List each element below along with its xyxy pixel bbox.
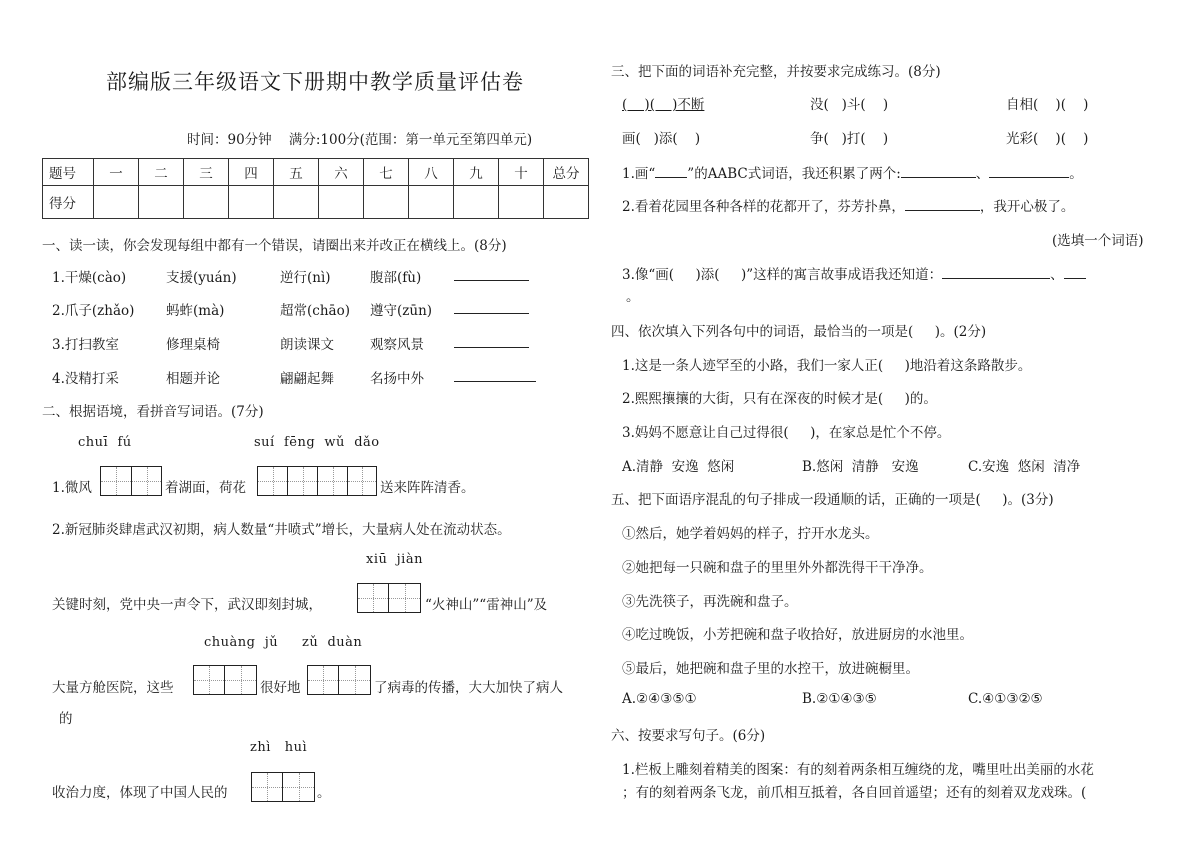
pinyin-label: chuàng jǔ bbox=[204, 635, 279, 650]
table-cell: 得分 bbox=[43, 186, 94, 219]
writing-grid[interactable] bbox=[100, 466, 162, 496]
score-input-cell[interactable] bbox=[499, 186, 544, 219]
writing-grid[interactable] bbox=[357, 583, 421, 613]
option-a: A.清静 安逸 悠闲 bbox=[622, 459, 735, 475]
writing-grid[interactable] bbox=[257, 466, 377, 496]
question-text: 、 bbox=[1050, 267, 1064, 283]
answer-line[interactable] bbox=[454, 333, 529, 348]
score-input-cell[interactable] bbox=[94, 186, 139, 219]
question-text: 1.画“ bbox=[622, 166, 656, 182]
score-input-cell[interactable] bbox=[184, 186, 229, 219]
score-input-cell[interactable] bbox=[544, 186, 589, 219]
score-input-cell[interactable] bbox=[139, 186, 184, 219]
answer-line[interactable] bbox=[1064, 264, 1086, 279]
table-cell: 八 bbox=[409, 159, 454, 186]
score-input-cell[interactable] bbox=[409, 186, 454, 219]
answer-line[interactable] bbox=[901, 163, 976, 178]
list-item: ⑤最后，她把碗和盘子里的水控干，放进碗橱里。 bbox=[622, 661, 919, 677]
exam-meta: 时间：90分钟 满分:100分(范围：第一单元至第四单元) bbox=[187, 132, 533, 148]
pinyin-label: zǔ duàn bbox=[302, 635, 363, 650]
sentence-text: “火神山”“雷神山”及 bbox=[425, 597, 548, 613]
answer-line[interactable] bbox=[942, 264, 1050, 279]
table-cell: 二 bbox=[139, 159, 184, 186]
sentence-text: 着湖面，荷花 bbox=[165, 480, 246, 496]
idiom-item: 没( )斗( ) bbox=[810, 97, 889, 113]
word-item: 蚂蚱(mà) bbox=[166, 303, 225, 319]
score-input-row bbox=[43, 186, 589, 219]
word-item: 相题并论 bbox=[166, 371, 220, 387]
question-text: ”的AABC式词语，我还积累了两个: bbox=[687, 166, 901, 182]
idiom-item: 光彩( )( ) bbox=[1006, 131, 1089, 147]
option-c: C.安逸 悠闲 清净 bbox=[968, 459, 1081, 475]
question-text: 。 bbox=[1069, 166, 1083, 182]
sentence-text: 的 bbox=[59, 711, 73, 727]
score-input-cell[interactable] bbox=[229, 186, 274, 219]
list-item: ④吃过晚饭，小芳把碗和盘子收拾好，放进厨房的水池里。 bbox=[622, 627, 973, 643]
sentence-text: 关键时刻，党中央一声令下，武汉即刻封城， bbox=[52, 597, 322, 613]
question-text: 。 bbox=[626, 289, 640, 305]
question-text: 3.妈妈不愿意让自己过得很( )，在家总是忙个不停。 bbox=[622, 425, 951, 441]
score-input-cell[interactable] bbox=[454, 186, 499, 219]
idiom-item: 争( )打( ) bbox=[810, 131, 889, 147]
table-cell: 一 bbox=[94, 159, 139, 186]
score-input-cell[interactable] bbox=[274, 186, 319, 219]
section4-heading: 四、依次填入下列各句中的词语，最恰当的一项是( )。(2分) bbox=[611, 324, 987, 340]
word-item: 4.没精打采 bbox=[52, 371, 119, 387]
question-text: 3.像“画( )添( )”这样的寓言故事成语我还知道： bbox=[622, 267, 943, 283]
answer-line[interactable] bbox=[454, 266, 529, 281]
table-cell: 三 bbox=[184, 159, 229, 186]
sentence-text: 大量方舱医院，这些 bbox=[52, 680, 174, 696]
question-text: ；有的刻着两条飞龙，前爪相互抵着，各自回首遥望；还有的刻着双龙戏珠。( bbox=[622, 785, 1087, 801]
sentence-text: 了病毒的传播，大大加快了病人 bbox=[374, 680, 563, 696]
sentence-text: 送来阵阵清香。 bbox=[380, 480, 475, 496]
page-title: 部编版三年级语文下册期中教学质量评估卷 bbox=[106, 70, 524, 94]
table-cell: 总分 bbox=[544, 159, 589, 186]
section3-heading: 三、把下面的词语补充完整，并按要求完成练习。(8分) bbox=[611, 64, 941, 80]
word-item: 遵守(zūn) bbox=[370, 303, 433, 319]
list-item: ②她把每一只碗和盘子的里里外外都洗得干干净净。 bbox=[622, 560, 933, 576]
pinyin-label: chuī fú bbox=[78, 435, 132, 450]
score-input-cell[interactable] bbox=[364, 186, 409, 219]
table-cell: 七 bbox=[364, 159, 409, 186]
question-text: 1.栏板上雕刻着精美的图案：有的刻着两条相互缠绕的龙，嘴里吐出美丽的水花 bbox=[622, 762, 1094, 778]
question-text: 2.熙熙攘攘的大街，只有在深夜的时候才是( )的。 bbox=[622, 391, 937, 407]
question-text: 、 bbox=[975, 166, 990, 182]
word-item: 逆行(nì) bbox=[280, 270, 331, 286]
pinyin-label: suí fēng wǔ dǎo bbox=[254, 435, 380, 450]
answer-line[interactable] bbox=[989, 163, 1069, 178]
table-cell: 五 bbox=[274, 159, 319, 186]
answer-line[interactable] bbox=[905, 196, 980, 211]
score-table bbox=[42, 158, 589, 219]
idiom-item: 画( )添( ) bbox=[622, 131, 701, 147]
pinyin-label: xiū jiàn bbox=[366, 552, 423, 567]
section6-heading: 六、按要求写句子。(6分) bbox=[611, 728, 766, 744]
word-item: 腹部(fù) bbox=[370, 270, 422, 286]
sentence-text: 1.微风 bbox=[52, 480, 92, 496]
sentence-text: 2.新冠肺炎肆虐武汉初期，病人数量“井喷式”增长，大量病人处在流动状态。 bbox=[52, 522, 511, 538]
word-item: 名扬中外 bbox=[370, 371, 424, 387]
option-a: A.②④③⑤① bbox=[622, 691, 697, 707]
list-item: ③先洗筷子，再洗碗和盘子。 bbox=[622, 594, 798, 610]
list-item: ①然后，她学着妈妈的样子，拧开水龙头。 bbox=[622, 526, 879, 542]
writing-grid[interactable] bbox=[307, 665, 371, 695]
option-b: B.悠闲 清静 安逸 bbox=[802, 459, 919, 475]
option-c: C.④①③②⑤ bbox=[968, 691, 1043, 707]
section2-heading: 二、根据语境，看拼音写词语。(7分) bbox=[42, 404, 264, 420]
sentence-text: 收治力度，体现了中国人民的 bbox=[52, 785, 228, 801]
section5-heading: 五、把下面语序混乱的句子排成一段通顺的话，正确的一项是( )。(3分) bbox=[611, 492, 1054, 508]
word-item: 超常(chāo) bbox=[280, 303, 350, 319]
word-item: 3.打扫教室 bbox=[52, 337, 119, 353]
word-item: 观察风景 bbox=[370, 337, 424, 353]
idiom-item: ( )( )不断 bbox=[622, 97, 705, 113]
question-text: 2.看着花园里各种各样的花都开了，芬芳扑鼻， bbox=[622, 199, 905, 215]
word-item: 2.爪子(zhǎo) bbox=[52, 303, 135, 319]
table-cell: 题号 bbox=[43, 159, 94, 186]
word-item: 修理桌椅 bbox=[166, 337, 220, 353]
sentence-text: 很好地 bbox=[260, 680, 301, 696]
answer-line[interactable] bbox=[655, 163, 687, 178]
word-item: 朗读课文 bbox=[280, 337, 334, 353]
answer-line[interactable] bbox=[454, 299, 529, 314]
word-item: 支援(yuán) bbox=[166, 270, 237, 286]
score-header-row bbox=[43, 159, 589, 186]
table-cell: 十 bbox=[499, 159, 544, 186]
pinyin-label: zhì huì bbox=[250, 740, 308, 755]
sentence-text: 。 bbox=[317, 785, 331, 801]
idiom-item: 自相( )( ) bbox=[1006, 97, 1089, 113]
word-item: 翩翩起舞 bbox=[280, 371, 334, 387]
answer-line[interactable] bbox=[454, 367, 536, 382]
note-text: (选填一个词语) bbox=[1052, 233, 1144, 249]
section1-heading: 一、读一读，你会发现每组中都有一个错误，请圈出来并改正在横线上。(8分) bbox=[42, 238, 507, 254]
table-cell: 六 bbox=[319, 159, 364, 186]
writing-grid[interactable] bbox=[193, 665, 257, 695]
table-cell: 九 bbox=[454, 159, 499, 186]
question-text: ，我开心极了。 bbox=[979, 199, 1075, 215]
score-input-cell[interactable] bbox=[319, 186, 364, 219]
word-item: 1.干燥(cào) bbox=[52, 270, 127, 286]
writing-grid[interactable] bbox=[251, 772, 315, 802]
table-cell: 四 bbox=[229, 159, 274, 186]
option-b: B.②①④③⑤ bbox=[802, 691, 877, 707]
question-text: 1.这是一条人迹罕至的小路，我们一家人正( )地沿着这条路散步。 bbox=[622, 358, 1032, 374]
